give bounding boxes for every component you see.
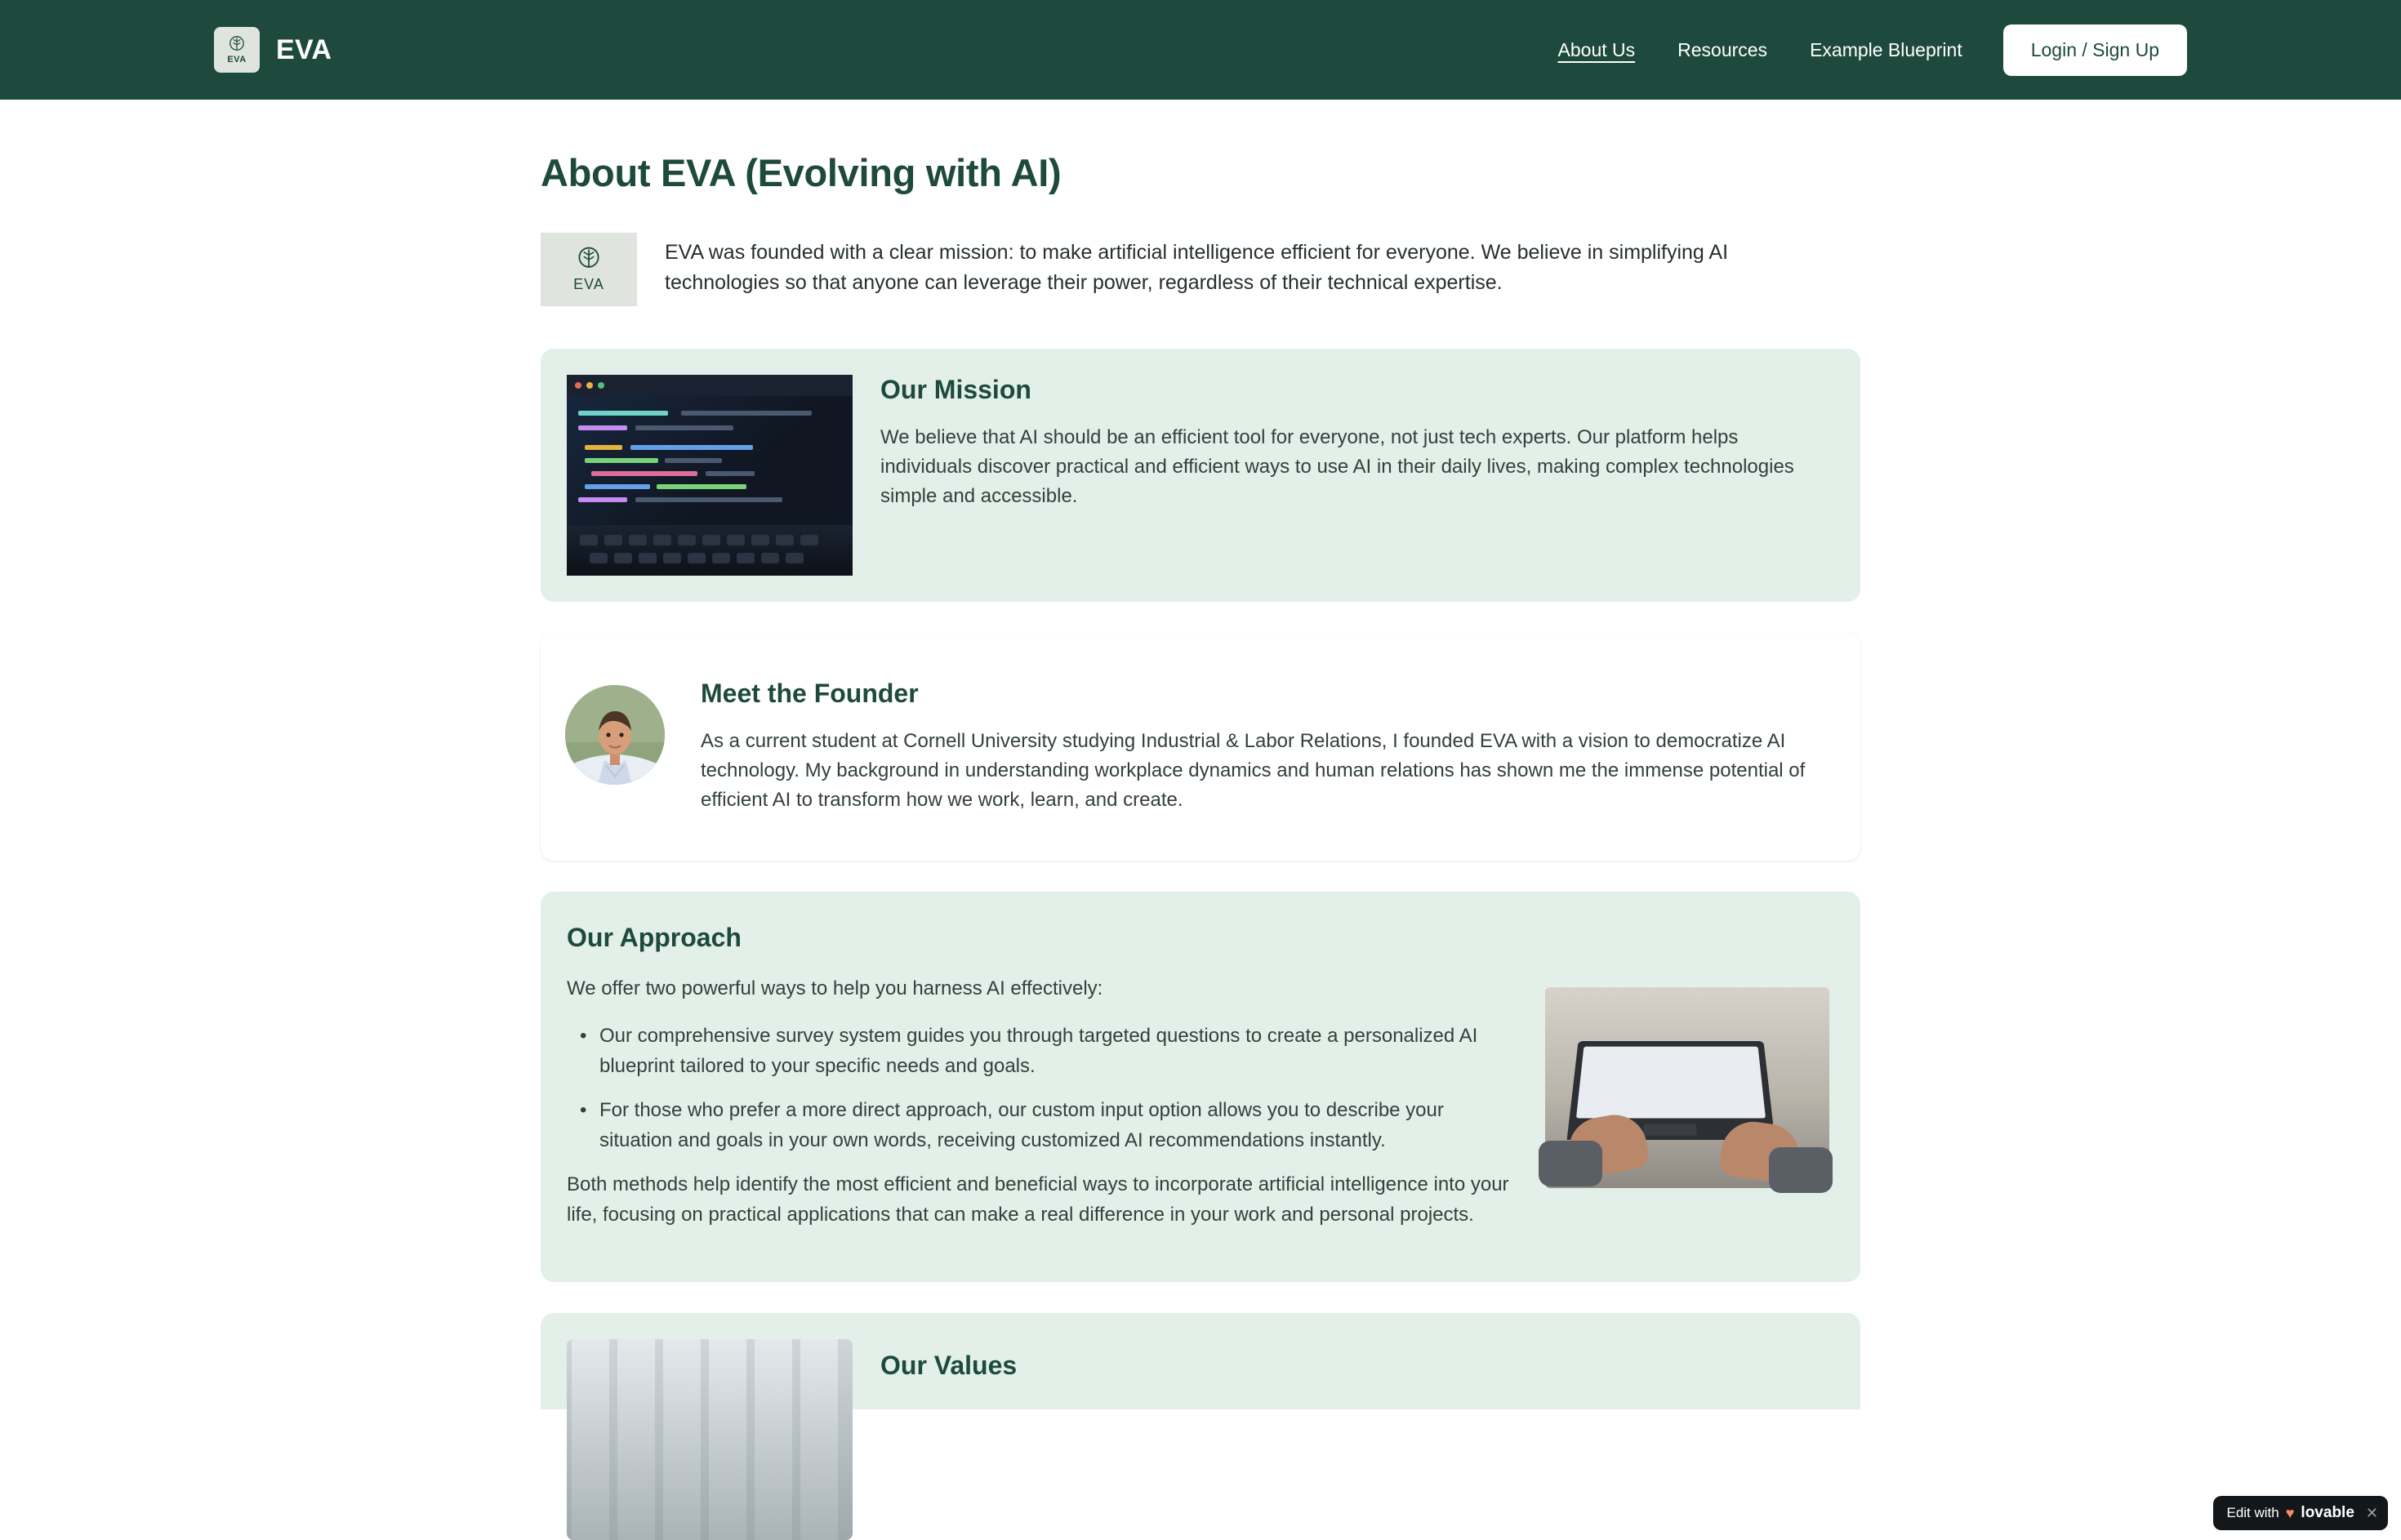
page-title: About EVA (Evolving with AI): [541, 151, 1062, 194]
login-signup-button[interactable]: Login / Sign Up: [2003, 24, 2187, 76]
heart-icon: ♥: [2285, 1504, 2295, 1521]
page-content: [0, 100, 2401, 1409]
nav-item-about-us[interactable]: About Us: [1557, 38, 1636, 60]
brand-name: EVA: [276, 33, 332, 65]
approach-heading: Our Approach: [567, 923, 742, 952]
approach-bullet-2: • For those who prefer a more direct approach, our custom input option allows you to describe your situation and goals in your own words, receiving customized AI recommendations instantly.: [567, 1096, 1519, 1155]
founder-card: [541, 633, 1860, 861]
intro-logo-wordmark: EVA: [573, 276, 604, 292]
close-icon[interactable]: ✕: [2365, 1504, 2378, 1521]
lovable-edit-badge[interactable]: [2213, 1496, 2388, 1530]
founder-photo: [565, 685, 665, 785]
values-image: [567, 1339, 853, 1540]
lovable-prefix: Edit with: [2226, 1505, 2279, 1520]
approach-image: [1545, 987, 1829, 1188]
mission-image: [567, 375, 853, 576]
site-header: [0, 0, 2401, 100]
founder-body: As a current student at Cornell University studying Industrial & Labor Relations, I founded EVA with a vision to democratize AI technology. My background in understanding workplace dynamics and human relations has shown me the immense potential of efficient AI to transform how we work, learn, and create.: [701, 730, 1806, 811]
approach-lead: We offer two powerful ways to help you harness AI effectively:: [567, 977, 1103, 999]
mission-card: [541, 349, 1860, 602]
approach-bullet-1: • Our comprehensive survey system guides you through targeted questions to create a personalized AI blueprint tailored to your specific needs and goals.: [567, 1021, 1519, 1081]
intro-paragraph: EVA was founded with a clear mission: to make artificial intelligence efficient for everyone. We believe in simplifying AI technologies so that anyone can leverage their power, regardless of their technical expertise.: [665, 241, 1729, 294]
nav-item-resources[interactable]: Resources: [1677, 38, 1768, 60]
eva-logo-icon: [214, 27, 260, 73]
eva-logo-icon-large: [541, 233, 637, 306]
mission-heading: Our Mission: [880, 375, 1031, 404]
main-nav: [1537, 24, 2187, 76]
logo-wordmark: EVA: [227, 55, 247, 65]
mission-body: We believe that AI should be an efficient tool for everyone, not just tech experts. Our platform helps individuals discover practical and efficient ways to use AI in their daily lives, making complex technologies simple and accessible.: [880, 426, 1794, 507]
lovable-brand: lovable: [2301, 1504, 2354, 1521]
intro-block: [541, 233, 1860, 306]
values-heading: Our Values: [880, 1351, 1018, 1381]
approach-card: [541, 892, 1860, 1282]
approach-closing: Both methods help identify the most efficient and beneficial ways to incorporate artificial intelligence into your life, focusing on practical applications that can make a real difference in your work and personal projects.: [567, 1173, 1509, 1226]
founder-heading: Meet the Founder: [701, 679, 919, 708]
brand[interactable]: [214, 27, 332, 73]
values-card: [541, 1313, 1860, 1409]
nav-item-example-blueprint[interactable]: Example Blueprint: [1810, 38, 1962, 60]
